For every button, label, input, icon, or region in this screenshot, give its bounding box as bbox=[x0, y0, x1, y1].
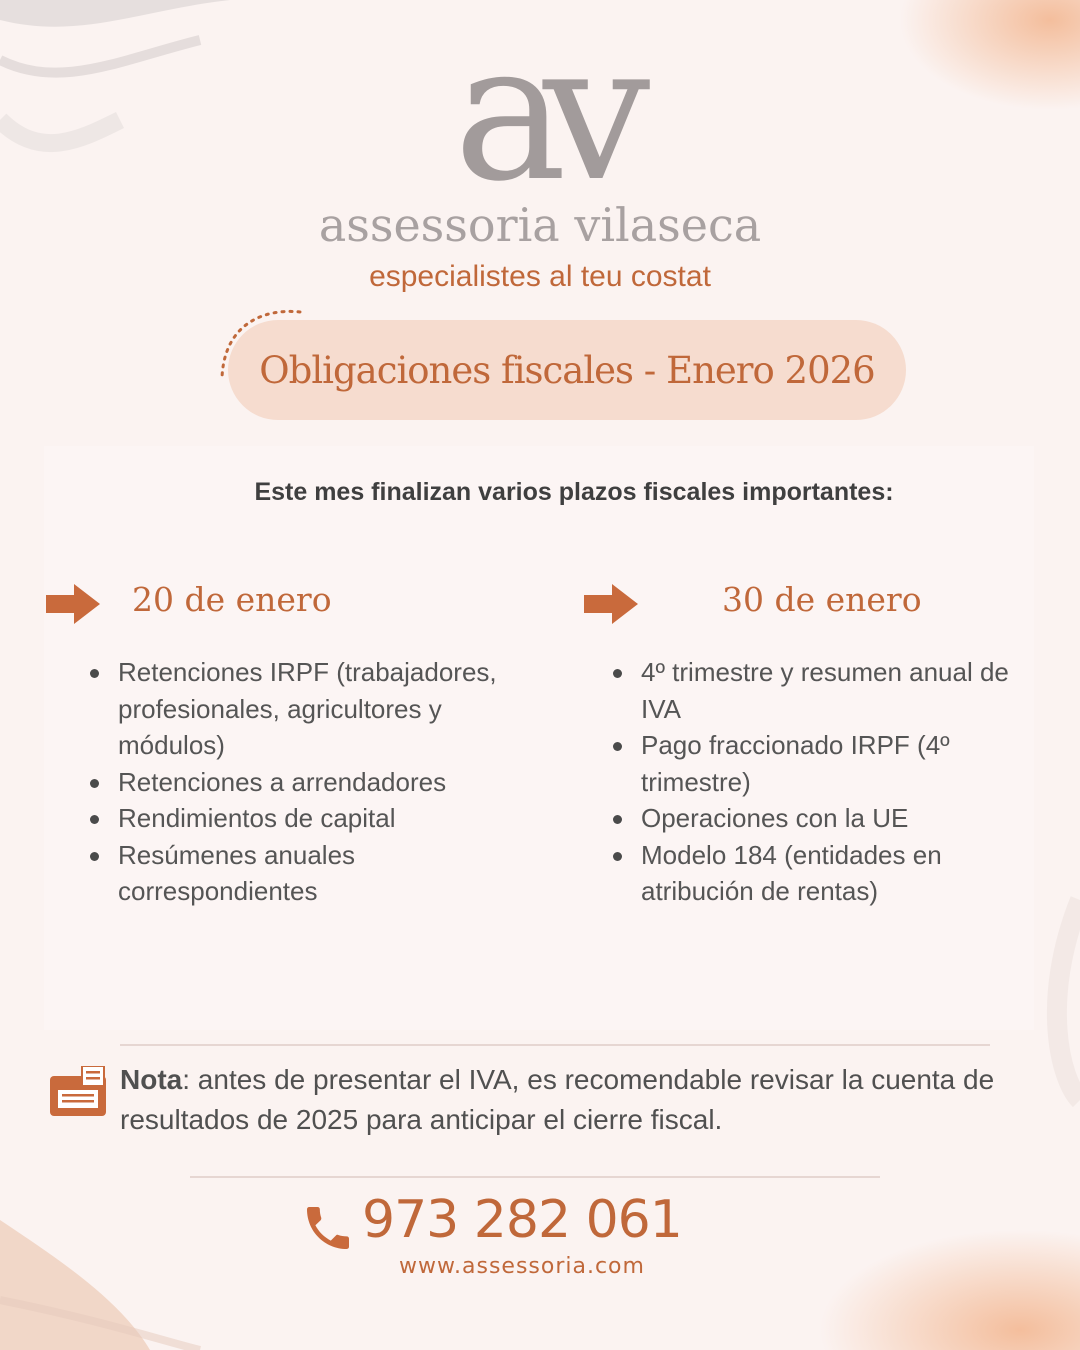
phone-icon bbox=[300, 1200, 356, 1256]
logo-mark: av bbox=[453, 2, 627, 223]
note-icon bbox=[50, 1066, 108, 1118]
page-title: Obligaciones fiscales - Enero 2026 bbox=[259, 348, 875, 392]
intro-text: Este mes finalizan varios plazos fiscales importantes: bbox=[254, 478, 894, 506]
column-list-30-enero bbox=[613, 654, 1043, 910]
column-list-20-enero bbox=[90, 654, 530, 910]
list-item: Retenciones IRPF (trabajadores, profesionales, agricultores y módulos) bbox=[90, 654, 530, 764]
arrow-right-icon bbox=[44, 578, 104, 630]
title-banner bbox=[228, 320, 906, 420]
brand-tagline: especialistes al teu costat bbox=[369, 260, 711, 293]
divider bbox=[120, 1044, 990, 1046]
note-label: Nota bbox=[120, 1064, 183, 1095]
brand-name: assessoria vilaseca bbox=[318, 198, 762, 252]
website-link[interactable]: www.assessoria.com bbox=[399, 1254, 645, 1279]
list-item: Retenciones a arrendadores bbox=[90, 764, 530, 801]
divider bbox=[190, 1176, 880, 1178]
arrow-right-icon bbox=[582, 578, 642, 630]
list-item: 4º trimestre y resumen anual de IVA bbox=[613, 654, 1043, 727]
column-heading-20-enero: 20 de enero bbox=[132, 580, 332, 619]
list-item: Pago fraccionado IRPF (4º trimestre) bbox=[613, 727, 1043, 800]
phone-number[interactable]: 973 282 061 bbox=[362, 1190, 682, 1250]
column-heading-30-enero: 30 de enero bbox=[722, 580, 922, 619]
note-text bbox=[120, 1060, 1040, 1140]
list-item: Resúmenes anuales correspondientes bbox=[90, 837, 530, 910]
list-item: Operaciones con la UE bbox=[613, 800, 1043, 837]
list-item: Rendimientos de capital bbox=[90, 800, 530, 837]
list-item: Modelo 184 (entidades en atribución de rentas) bbox=[613, 837, 1043, 910]
dotted-arc-decoration bbox=[214, 304, 314, 384]
note-body: : antes de presentar el IVA, es recomendable revisar la cuenta de resultados de 2025 para anticipar el cierre fiscal. bbox=[120, 1064, 995, 1135]
